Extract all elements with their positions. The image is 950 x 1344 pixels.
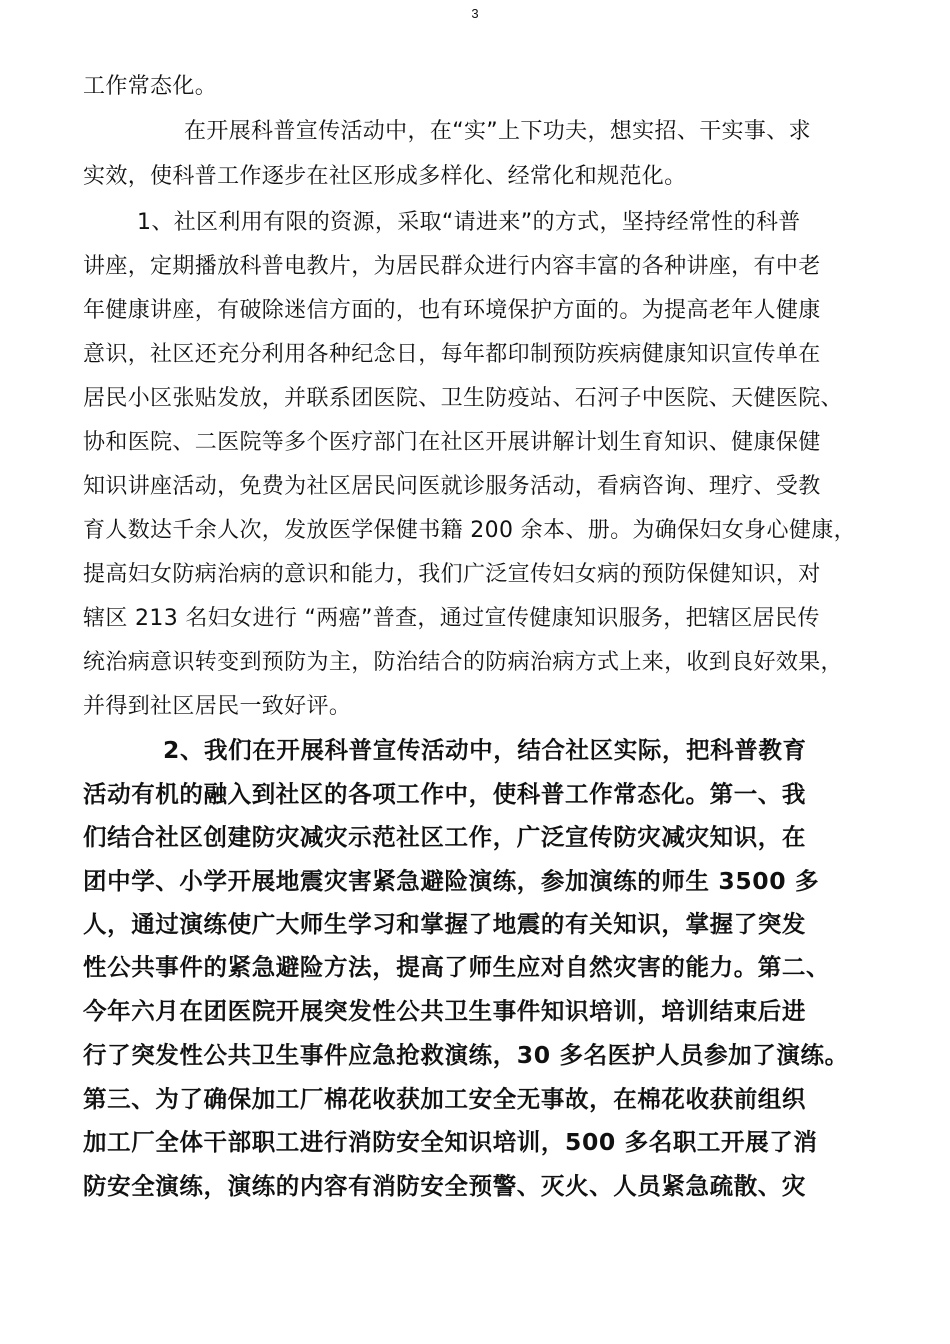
paragraph-first-line: 在开展科普宣传活动中，在“实”上下功夫，想实招、干实事、求 [184, 119, 811, 144]
text-line: 知识讲座活动，免费为社区居民问医就诊服务活动，看病咨询、理疗、受教 [83, 474, 821, 499]
page-number: 3 [471, 6, 479, 21]
text-line: 加工厂全体干部职工进行消防安全知识培训，500 多名职工开展了消 [83, 1128, 818, 1156]
text-line: 性公共事件的紧急避险方法，提高了师生应对自然灾害的能力。第二、 [83, 953, 831, 981]
text-line: 工作常态化。 [83, 74, 218, 99]
text-line: 讲座，定期播放科普电教片，为居民群众进行内容丰富的各种讲座，有中老 [83, 254, 821, 279]
text-line: 育人数达千余人次，发放医学保健书籍 200 余本、册。为确保妇女身心健康， [83, 518, 856, 543]
text-line: 人，通过演练使广大师生学习和掌握了地震的有关知识，掌握了突发 [83, 910, 806, 938]
text-line: 活动有机的融入到社区的各项工作中，使科普工作常态化。第一、我 [83, 780, 806, 808]
text-line: 意识，社区还充分利用各种纪念日，每年都印制预防疾病健康知识宣传单在 [83, 342, 821, 367]
text-line: 居民小区张贴发放，并联系团医院、卫生防疫站、石河子中医院、天健医院、 [83, 386, 843, 411]
text-line: 行了突发性公共卫生事件应急抢救演练，30 多名医护人员参加了演练。 [83, 1041, 849, 1069]
text-line: 今年六月在团医院开展突发性公共卫生事件知识培训，培训结束后进 [83, 997, 806, 1025]
text-line: 协和医院、二医院等多个医疗部门在社区开展讲解计划生育知识、健康保健 [83, 430, 821, 455]
paragraph-first-line: 1、社区利用有限的资源，采取“请进来”的方式，坚持经常性的科普 [137, 210, 801, 235]
text-line: 防安全演练，演练的内容有消防安全预警、灭火、人员紧急疏散、灾 [83, 1172, 806, 1200]
text-line: 统治病意识转变到预防为主，防治结合的防病治病方式上来，收到良好效果， [83, 650, 843, 675]
text-line: 提高妇女防病治病的意识和能力，我们广泛宣传妇女病的预防保健知识，对 [83, 562, 821, 587]
paragraph-first-line: 2、我们在开展科普宣传活动中，结合社区实际，把科普教育 [163, 736, 807, 764]
text-line: 团中学、小学开展地震灾害紧急避险演练，参加演练的师生 3500 多 [83, 867, 820, 895]
text-line: 第三、为了确保加工厂棉花收获加工安全无事故，在棉花收获前组织 [83, 1085, 806, 1113]
text-line: 并得到社区居民一致好评。 [83, 694, 352, 719]
text-line: 年健康讲座，有破除迷信方面的，也有环境保护方面的。为提高老年人健康 [83, 298, 821, 323]
text-line: 们结合社区创建防灾减灾示范社区工作，广泛宣传防灾减灾知识，在 [83, 823, 806, 851]
text-line: 实效，使科普工作逐步在社区形成多样化、经常化和规范化。 [83, 164, 687, 189]
text-line: 辖区 213 名妇女进行 “两癌”普查，通过宣传健康知识服务，把辖区居民传 [83, 606, 820, 631]
